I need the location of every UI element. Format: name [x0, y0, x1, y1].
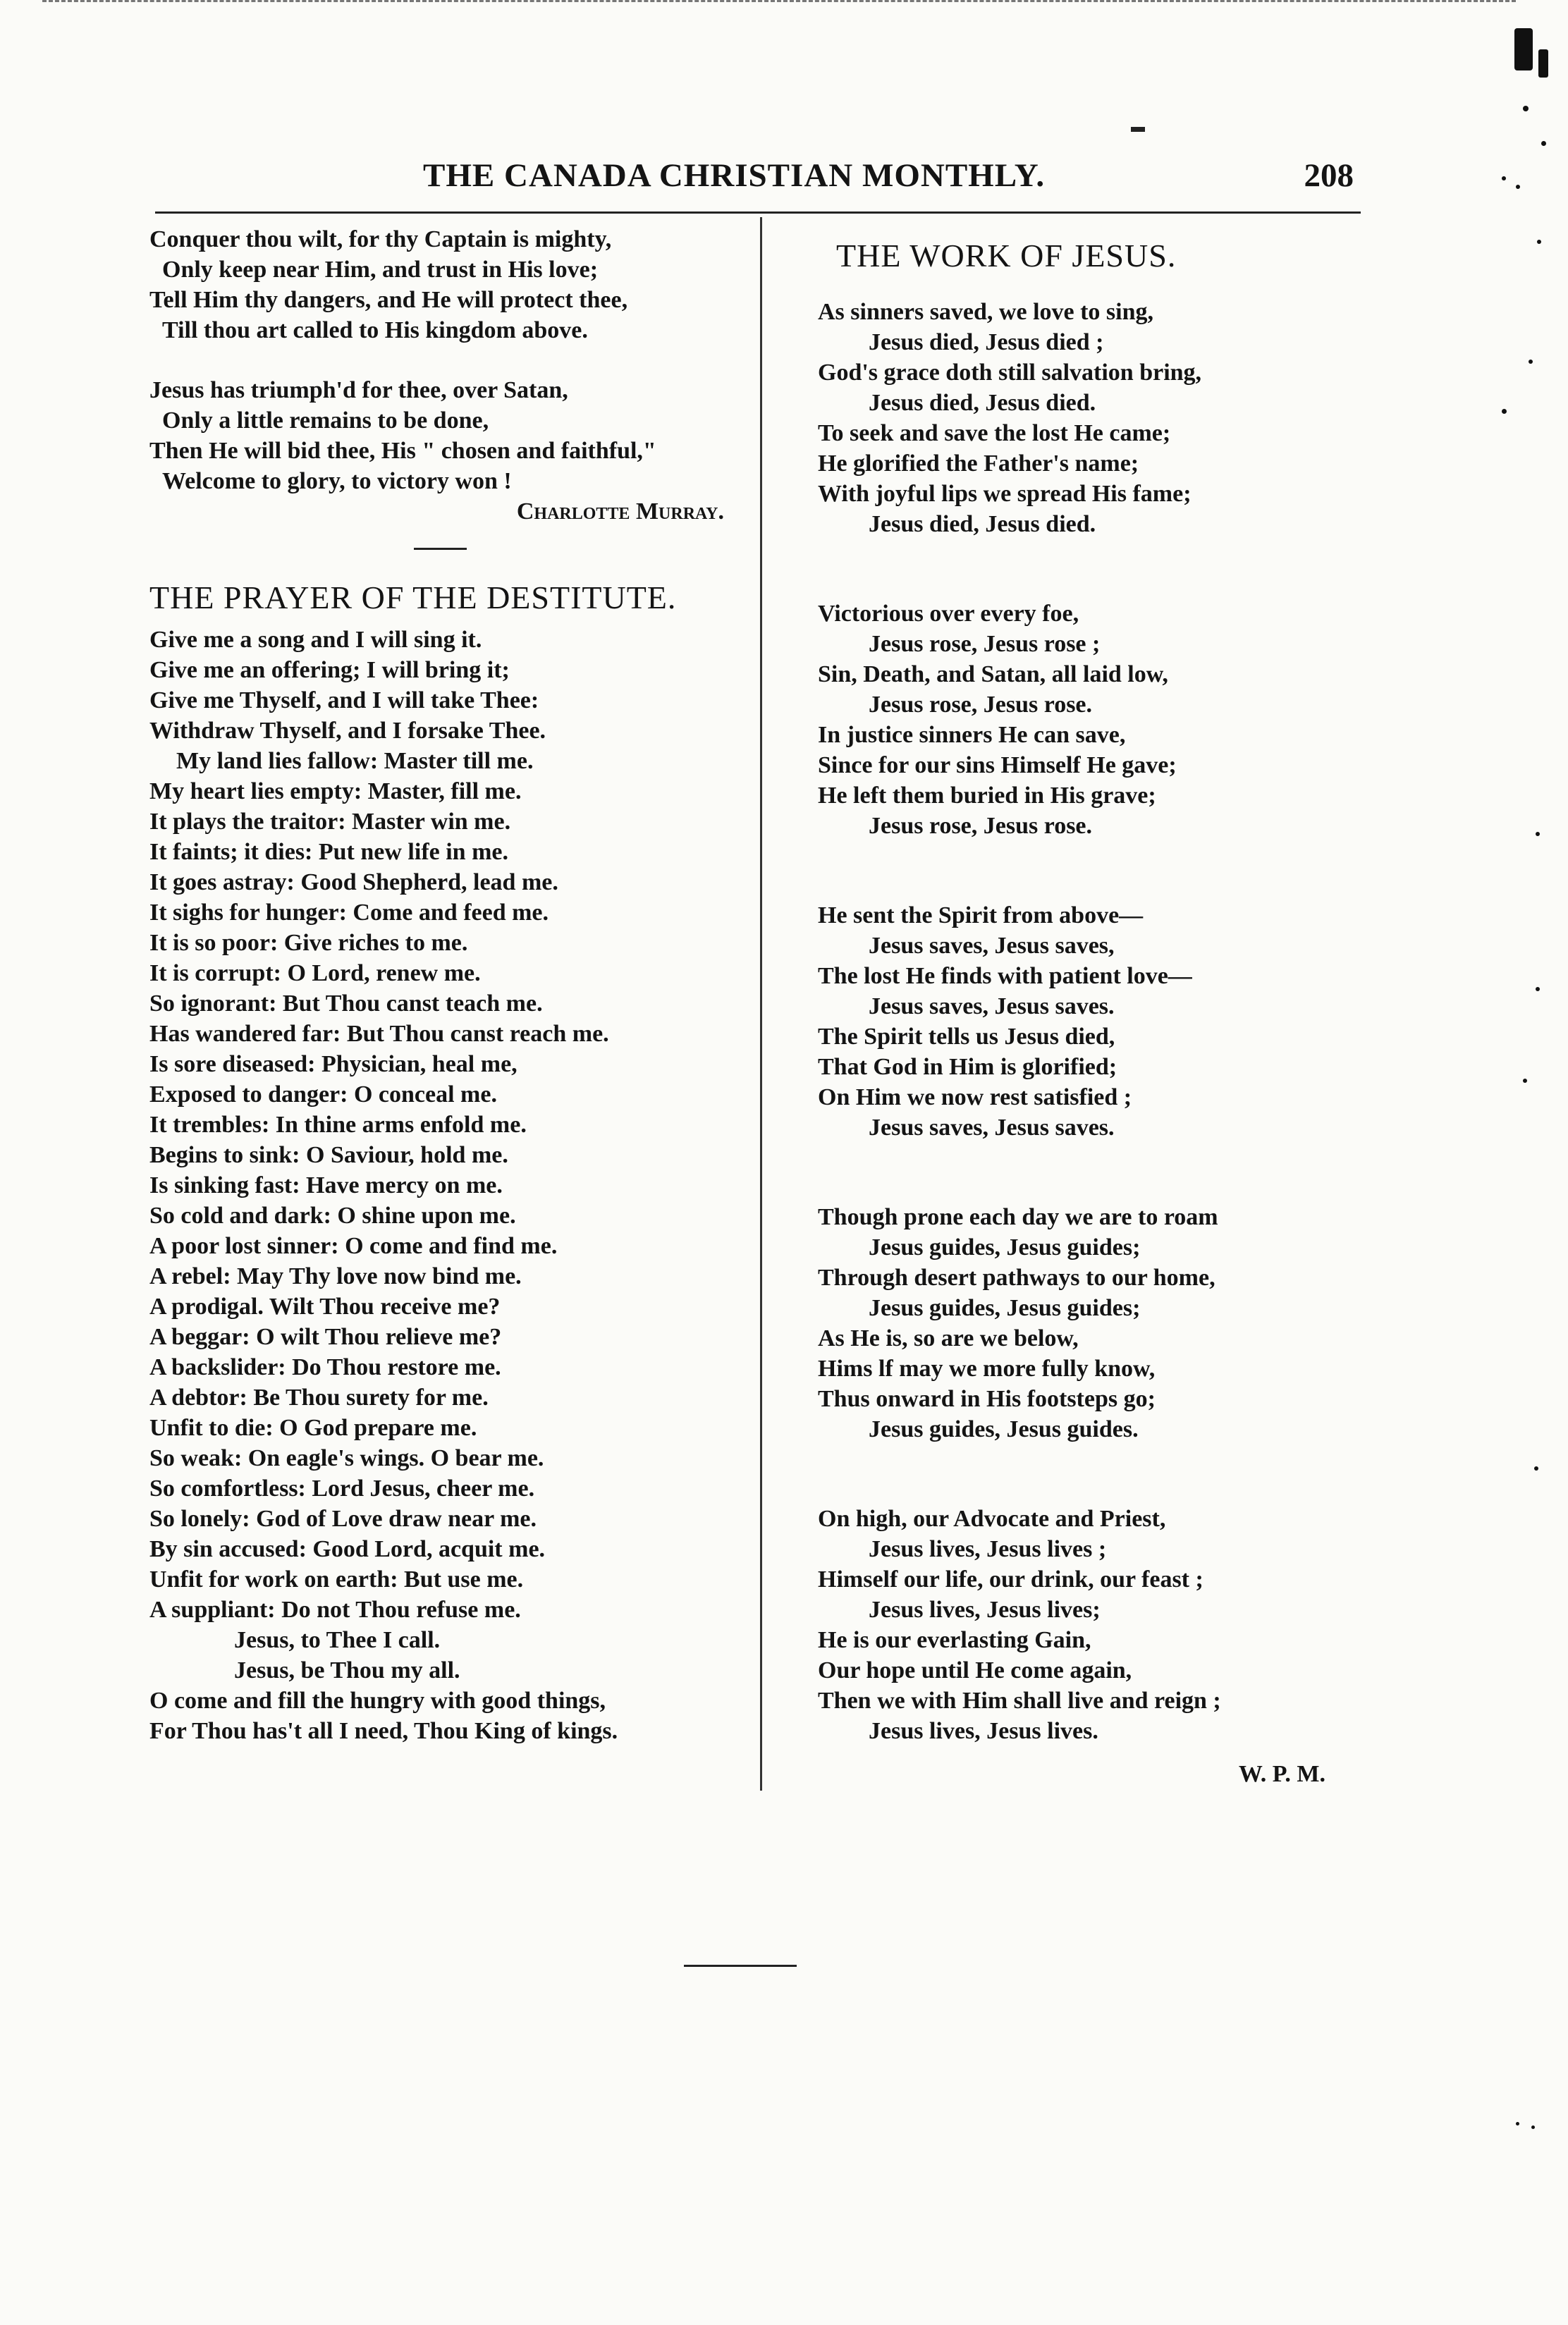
- hymn-stanza: [818, 297, 1354, 539]
- prayer-line: Is sore diseased: Physician, heal me,: [149, 1051, 517, 1077]
- prayer-line: By sin accused: Good Lord, acquit me.: [149, 1536, 546, 1562]
- prayer-line: It is so poor: Give riches to me.: [149, 930, 468, 956]
- poem-line: Conquer thou wilt, for thy Captain is mighty,: [149, 226, 612, 252]
- hymn-line: Jesus lives, Jesus lives ;: [869, 1536, 1107, 1562]
- poem-line: Tell Him thy dangers, and He will protect thee,: [149, 287, 628, 313]
- poem-line: Jesus has triumph'd for thee, over Satan,: [149, 377, 568, 403]
- hymn-line: On high, our Advocate and Priest,: [818, 1506, 1166, 1532]
- hymn-stanza: [818, 900, 1354, 1143]
- right-column: [818, 236, 1354, 1789]
- prayer-line: It sighs for hunger: Come and feed me.: [149, 900, 549, 926]
- hymn-line: Jesus lives, Jesus lives.: [869, 1718, 1098, 1744]
- prayer-line: So lonely: God of Love draw near me.: [149, 1506, 537, 1532]
- hymn-line: Jesus rose, Jesus rose ;: [869, 631, 1101, 657]
- hymn-line: Hims lf may we more fully know,: [818, 1356, 1156, 1382]
- hymn-line: Jesus saves, Jesus saves,: [869, 933, 1115, 959]
- prayer-line: Jesus, be Thou my all.: [234, 1657, 460, 1683]
- poem-author: Charlotte Murray.: [516, 498, 724, 524]
- prayer-line: Exposed to danger: O conceal me.: [149, 1081, 497, 1108]
- prayer-line: It faints; it dies: Put new life in me.: [149, 839, 509, 865]
- prayer-title: THE PRAYER OF THE DESTITUTE.: [149, 579, 677, 615]
- hymn-line: The lost He finds with patient love—: [818, 963, 1192, 989]
- hymn-line: Jesus guides, Jesus guides;: [869, 1234, 1141, 1260]
- page-number: 208: [1304, 157, 1354, 194]
- hymn-line: Jesus guides, Jesus guides;: [869, 1295, 1141, 1321]
- prayer-line: Is sinking fast: Have mercy on me.: [149, 1172, 503, 1198]
- hymn-signature: W. P. M.: [1238, 1761, 1325, 1787]
- hymn-line: In justice sinners He can save,: [818, 722, 1126, 748]
- prayer-line: Jesus, to Thee I call.: [234, 1627, 441, 1653]
- hymn-line: Though prone each day we are to roam: [818, 1204, 1218, 1230]
- hymn-stanza: [818, 1504, 1354, 1746]
- hymn-line: Sin, Death, and Satan, all laid low,: [818, 661, 1168, 687]
- prayer-line: Unfit for work on earth: But use me.: [149, 1566, 524, 1593]
- prayer-line: Give me an offering; I will bring it;: [149, 657, 510, 683]
- prayer-line: For Thou has't all I need, Thou King of kings.: [149, 1718, 618, 1744]
- hymn-stanza: [818, 599, 1354, 841]
- prayer-line: A debtor: Be Thou surety for me.: [149, 1385, 489, 1411]
- left-column: [149, 224, 756, 1746]
- prayer-line: It is corrupt: O Lord, renew me.: [149, 960, 481, 986]
- prayer-line: A rebel: May Thy love now bind me.: [149, 1263, 522, 1289]
- hymn-line: Then we with Him shall live and reign ;: [818, 1688, 1221, 1714]
- hymn-line: Victorious over every foe,: [818, 601, 1079, 627]
- prayer-line: So cold and dark: O shine upon me.: [149, 1203, 516, 1229]
- prayer-line: A poor lost sinner: O come and find me.: [149, 1233, 558, 1259]
- prayer-line: It goes astray: Good Shepherd, lead me.: [149, 869, 558, 895]
- running-header: [423, 157, 1354, 206]
- prayer-line: My heart lies empty: Master, fill me.: [149, 778, 522, 804]
- print-mark: [1131, 127, 1145, 132]
- end-rule: [684, 1965, 797, 1967]
- prayer-line: A beggar: O wilt Thou relieve me?: [149, 1324, 502, 1350]
- prayer-line: Unfit to die: O God prepare me.: [149, 1415, 477, 1441]
- hymn-line: The Spirit tells us Jesus died,: [818, 1024, 1115, 1050]
- hymn-line: Our hope until He come again,: [818, 1657, 1132, 1683]
- prayer-lines: [149, 625, 756, 1746]
- hymn-line: Jesus died, Jesus died.: [869, 390, 1096, 416]
- hymn-line: God's grace doth still salvation bring,: [818, 360, 1202, 386]
- hymn-line: Jesus saves, Jesus saves.: [869, 1115, 1115, 1141]
- hymn-line: He is our everlasting Gain,: [818, 1627, 1091, 1653]
- hymn-line: Himself our life, our drink, our feast ;: [818, 1566, 1203, 1593]
- hymn-line: On Him we now rest satisfied ;: [818, 1084, 1132, 1110]
- hymn-line: He sent the Spirit from above—: [818, 902, 1144, 928]
- prayer-line: So comfortless: Lord Jesus, cheer me.: [149, 1476, 535, 1502]
- prayer-line: O come and fill the hungry with good things,: [149, 1688, 606, 1714]
- poem-stanza: [149, 224, 756, 345]
- prayer-line: So weak: On eagle's wings. O bear me.: [149, 1445, 544, 1471]
- hymn-line: To seek and save the lost He came;: [818, 420, 1171, 446]
- header-rule: [155, 211, 1361, 214]
- poem-stanza: [149, 375, 756, 496]
- prayer-line: It plays the traitor: Master win me.: [149, 809, 511, 835]
- hymn-line: He glorified the Father's name;: [818, 450, 1139, 477]
- poem-line: Welcome to glory, to victory won !: [162, 468, 512, 494]
- prayer-line: Give me a song and I will sing it.: [149, 627, 482, 653]
- hymn-line: Jesus rose, Jesus rose.: [869, 813, 1093, 839]
- prayer-line: Has wandered far: But Thou canst reach me.: [149, 1021, 609, 1047]
- hymn-line: As He is, so are we below,: [818, 1325, 1079, 1351]
- hymn-line: Through desert pathways to our home,: [818, 1265, 1215, 1291]
- prayer-line: A suppliant: Do not Thou refuse me.: [149, 1597, 521, 1623]
- poem-line: Only keep near Him, and trust in His love;: [162, 257, 599, 283]
- section-rule: [414, 548, 467, 550]
- hymn-title: THE WORK OF JESUS.: [836, 238, 1177, 274]
- poem-line: Then He will bid thee, His " chosen and faithful,": [149, 438, 656, 464]
- hymn-line: Jesus saves, Jesus saves.: [869, 993, 1115, 1019]
- poem-line: Only a little remains to be done,: [162, 407, 489, 434]
- prayer-line: Withdraw Thyself, and I forsake Thee.: [149, 718, 546, 744]
- hymn-line: As sinners saved, we love to sing,: [818, 299, 1154, 325]
- hymn-line: That God in Him is glorified;: [818, 1054, 1117, 1080]
- prayer-line: A backslider: Do Thou restore me.: [149, 1354, 501, 1380]
- hymn-line: Jesus died, Jesus died.: [869, 511, 1096, 537]
- column-divider: [760, 217, 762, 1791]
- hymn-line: Jesus lives, Jesus lives;: [869, 1597, 1101, 1623]
- prayer-line: Begins to sink: O Saviour, hold me.: [149, 1142, 508, 1168]
- hymn-line: Since for our sins Himself He gave;: [818, 752, 1177, 778]
- hymn-line: Jesus guides, Jesus guides.: [869, 1416, 1139, 1442]
- hymn-line: Jesus died, Jesus died ;: [869, 329, 1104, 355]
- prayer-line: It trembles: In thine arms enfold me.: [149, 1112, 527, 1138]
- prayer-line: A prodigal. Wilt Thou receive me?: [149, 1294, 501, 1320]
- hymn-line: Jesus rose, Jesus rose.: [869, 692, 1093, 718]
- prayer-line: So ignorant: But Thou canst teach me.: [149, 990, 543, 1017]
- hymn-line: Thus onward in His footsteps go;: [818, 1386, 1156, 1412]
- prayer-line: Give me Thyself, and I will take Thee:: [149, 687, 539, 713]
- poem-line: Till thou art called to His kingdom above.: [162, 317, 588, 343]
- journal-title: THE CANADA CHRISTIAN MONTHLY.: [423, 157, 1046, 194]
- page-top-edge: [42, 0, 1516, 2]
- hymn-line: With joyful lips we spread His fame;: [818, 481, 1192, 507]
- prayer-line: My land lies fallow: Master till me.: [176, 748, 534, 774]
- hymn-stanza: [818, 1202, 1354, 1444]
- hymn-line: He left them buried in His grave;: [818, 783, 1156, 809]
